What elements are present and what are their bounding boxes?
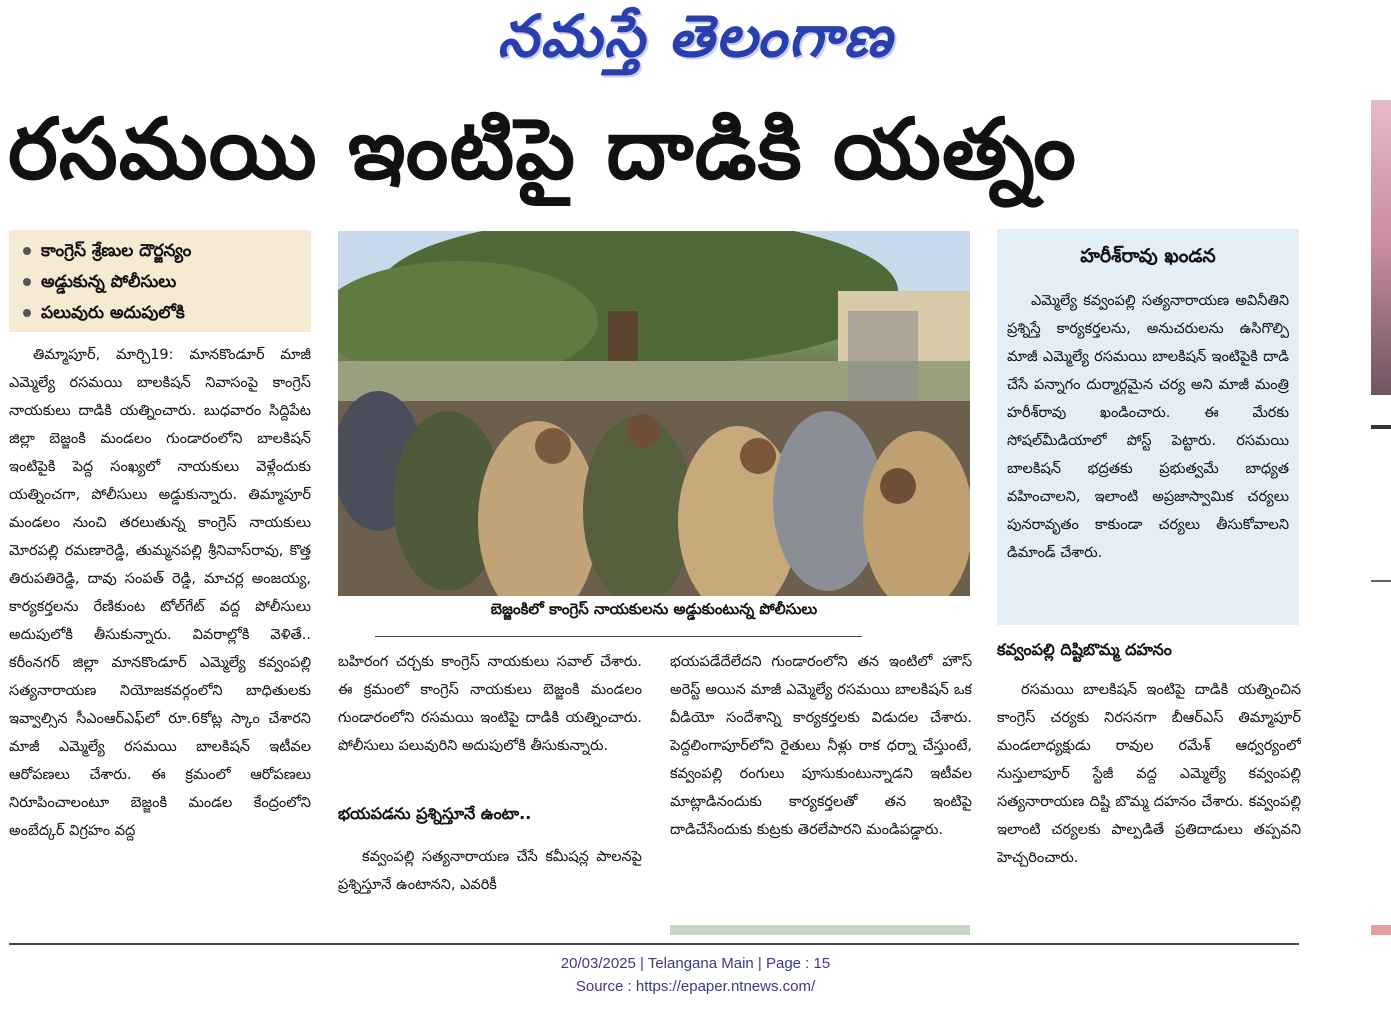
sidebar-story-box [997, 229, 1299, 625]
bullet-icon [23, 247, 31, 255]
highlights-box [9, 230, 311, 332]
sidebar-paragraph: ఎమ్మెల్యే కవ్వంపల్లి సత్యనారాయణ అవినీతిని ప్రశ్నిస్తే కార్యకర్తలను, అనుచరులను ఉసిగొల్పి మాజీ ఎమ్మెల్యే రసమయి బాలకిషన్ ఇంటిపైకి దాడి చేసే పన్నాగం దుర్మార్గమైన చర్య అని మాజీ మంత్రి హరీశ్‌రావు ఖండించారు. ఈ మేరకు సోషల్‌మీడియాలో పోస్ట్ పెట్టారు. రసమయి బాలకిషన్ భద్రతకు ప్రభుత్వమే బాధ్యత వహించాలని, ఇలాంటి అప్రజాస్వామిక చర్యలు పునరావృతం కాకుండా చర్యలు తీసుకోవాలని డిమాండ్ చేశారు. [1007, 293, 1289, 561]
sidebar-story-title: హరీశ్‌రావు ఖండన [1080, 245, 1216, 267]
footer-source-line: Source : https://epaper.ntnews.com/ [575, 978, 816, 995]
masthead-logo: నమస్తే తెలంగాణ [497, 2, 894, 70]
article-column-2b [338, 843, 642, 927]
headline: రసమయి ఇంటిపై దాడికి యత్నం [8, 100, 1077, 198]
news-photo [338, 231, 970, 596]
highlight-item [23, 236, 311, 267]
bullet-icon [23, 309, 31, 317]
article-subheading: భయపడను ప్రశ్నిస్తూనే ఉంటా.. [338, 804, 532, 823]
article-column-2a [338, 648, 642, 778]
highlight-text: పలువురు అదుపులోకి [41, 303, 185, 323]
article-column-1 [9, 341, 311, 927]
article-paragraph: భయపడేదేలేదని గుండారంలోని తన ఇంటిలో హౌస్ అరెస్ట్ అయిన మాజీ ఎమ్మెల్యే రసమయి బాలకిషన్ ఒక వీడియో సందేశాన్ని కార్యకర్తలకు విడుదల చేశారు. పెద్దలింగాపూర్‌లోని రైతులు నీళ్లు రాక ధర్నా చేస్తుంటే, కవ్వంపల్లి రంగులు పూసుకుంటున్నాడని ఇటీవల మాట్లాడినందుకు కార్యకర్తలతో తన ఇంటిపై దాడిచేసేందుకు కుట్రకు తెరలేపారని మండిపడ్డారు. [670, 654, 972, 838]
effigy-story-body [997, 676, 1301, 926]
cropped-next-photo [670, 925, 970, 935]
highlight-text: కాంగ్రెస్ శ్రేణుల దౌర్జన్యం [41, 241, 192, 261]
highlight-item [23, 267, 311, 298]
footer-date-line: 20/03/2025 | Telangana Main | Page : 15 [560, 955, 831, 972]
caption-divider [375, 636, 862, 637]
photo-caption: బెజ్జంకిలో కాంగ్రెస్ నాయకులను అడ్డుకుంటున్న పోలీసులు [490, 600, 818, 618]
adjacent-story-edge [1371, 100, 1391, 935]
highlight-text: అడ్డుకున్న పోలీసులు [41, 272, 177, 292]
effigy-paragraph: రసమయి బాలకిషన్ ఇంటిపై దాడికి యత్నించిన కాంగ్రెస్ చర్యకు నిరసనగా బీఆర్‌ఎస్ తిమ్మాపూర్ మండలాధ్యక్షుడు రావుల రమేశ్ ఆధ్వర్యంలో నుస్తులాపూర్ స్టేజీ వద్ద ఎమ్మెల్యే కవ్వంపల్లి సత్యనారాయణ దిష్టి బొమ్మ దహనం చేశారు. కవ్వంపల్లి ఇలాంటి చర్యలకు పాల్పడితే ప్రతిదాడులు తప్పవని హెచ్చరించారు. [997, 682, 1301, 866]
effigy-story-title: కవ్వంపల్లి దిష్టిబొమ్మ దహనం [997, 640, 1172, 659]
bullet-icon [23, 278, 31, 286]
article-paragraph: బహిరంగ చర్చకు కాంగ్రెస్ నాయకులు సవాల్ చేశారు. ఈ క్రమంలో కాంగ్రెస్ నాయకులు బెజ్జంకి మండలం గుండారంలోని రసమయి ఇంటిపై దాడికి యత్నించారు. పోలీసులు పలువురిని అదుపులోకి తీసుకున్నారు. [338, 654, 642, 754]
page-bottom-rule [9, 943, 1299, 945]
article-column-3 [670, 648, 972, 928]
crowd-photo-illustration [338, 231, 970, 596]
article-paragraph: కవ్వంపల్లి సత్యనారాయణ చేసే కమీషన్ల పాలనపై ప్రశ్నిస్తూనే ఉంటానని, ఎవరికీ [338, 849, 642, 893]
article-paragraph: తిమ్మాపూర్, మార్చి19: మానకొండూర్ మాజీ ఎమ్మెల్యే రసమయి బాలకిషన్ నివాసంపై కాంగ్రెస్ నాయకులు దాడికి యత్నించారు. బుధవారం సిద్దిపేట జిల్లా బెజ్జంకి మండలం గుండారంలోని బాలకిషన్ ఇంటిపైకి పెద్ద సంఖ్యలో నాయకులు వెళ్లేందుకు యత్నించగా, పోలీసులు అడ్డుకున్నారు. తిమ్మాపూర్ మండలం నుంచి తరలుతున్న కాంగ్రెస్ నాయకులు మోరపల్లి రమణారెడ్డి, తుమ్మనపల్లి శ్రీనివాస్‌రావు, కొత్త తిరుపతిరెడ్డి, దావు సంపత్ రెడ్డి, మాచర్ల అంజయ్య, కార్యకర్తలను రేణికుంట టోల్‌గేట్ వద్ద పోలీసులు అదుపులోకి తీసుకున్నారు. వివరాల్లోకి వెళితే.. కరీంనగర్ జిల్లా మానకొండూర్ ఎమ్మెల్యే కవ్వంపల్లి సత్యనారాయణ నియోజకవర్గంలోని బాధితులకు ఇవ్వాల్సిన సీఎంఆర్‌ఎఫ్‌లో రూ.6కోట్ల స్కాం చేశారని మాజీ ఎమ్మెల్యే రసమయి బాలకిషన్ ఇటీవల ఆరోపణలు చేశారు. ఈ క్రమంలో ఆరోపణలు నిరూపించాలంటూ బెజ్జంకి మండల కేంద్రంలోని అంబేద్కర్ విగ్రహం వద్ద [9, 347, 311, 839]
highlight-item [23, 298, 311, 329]
sidebar-story-body [1007, 287, 1289, 567]
